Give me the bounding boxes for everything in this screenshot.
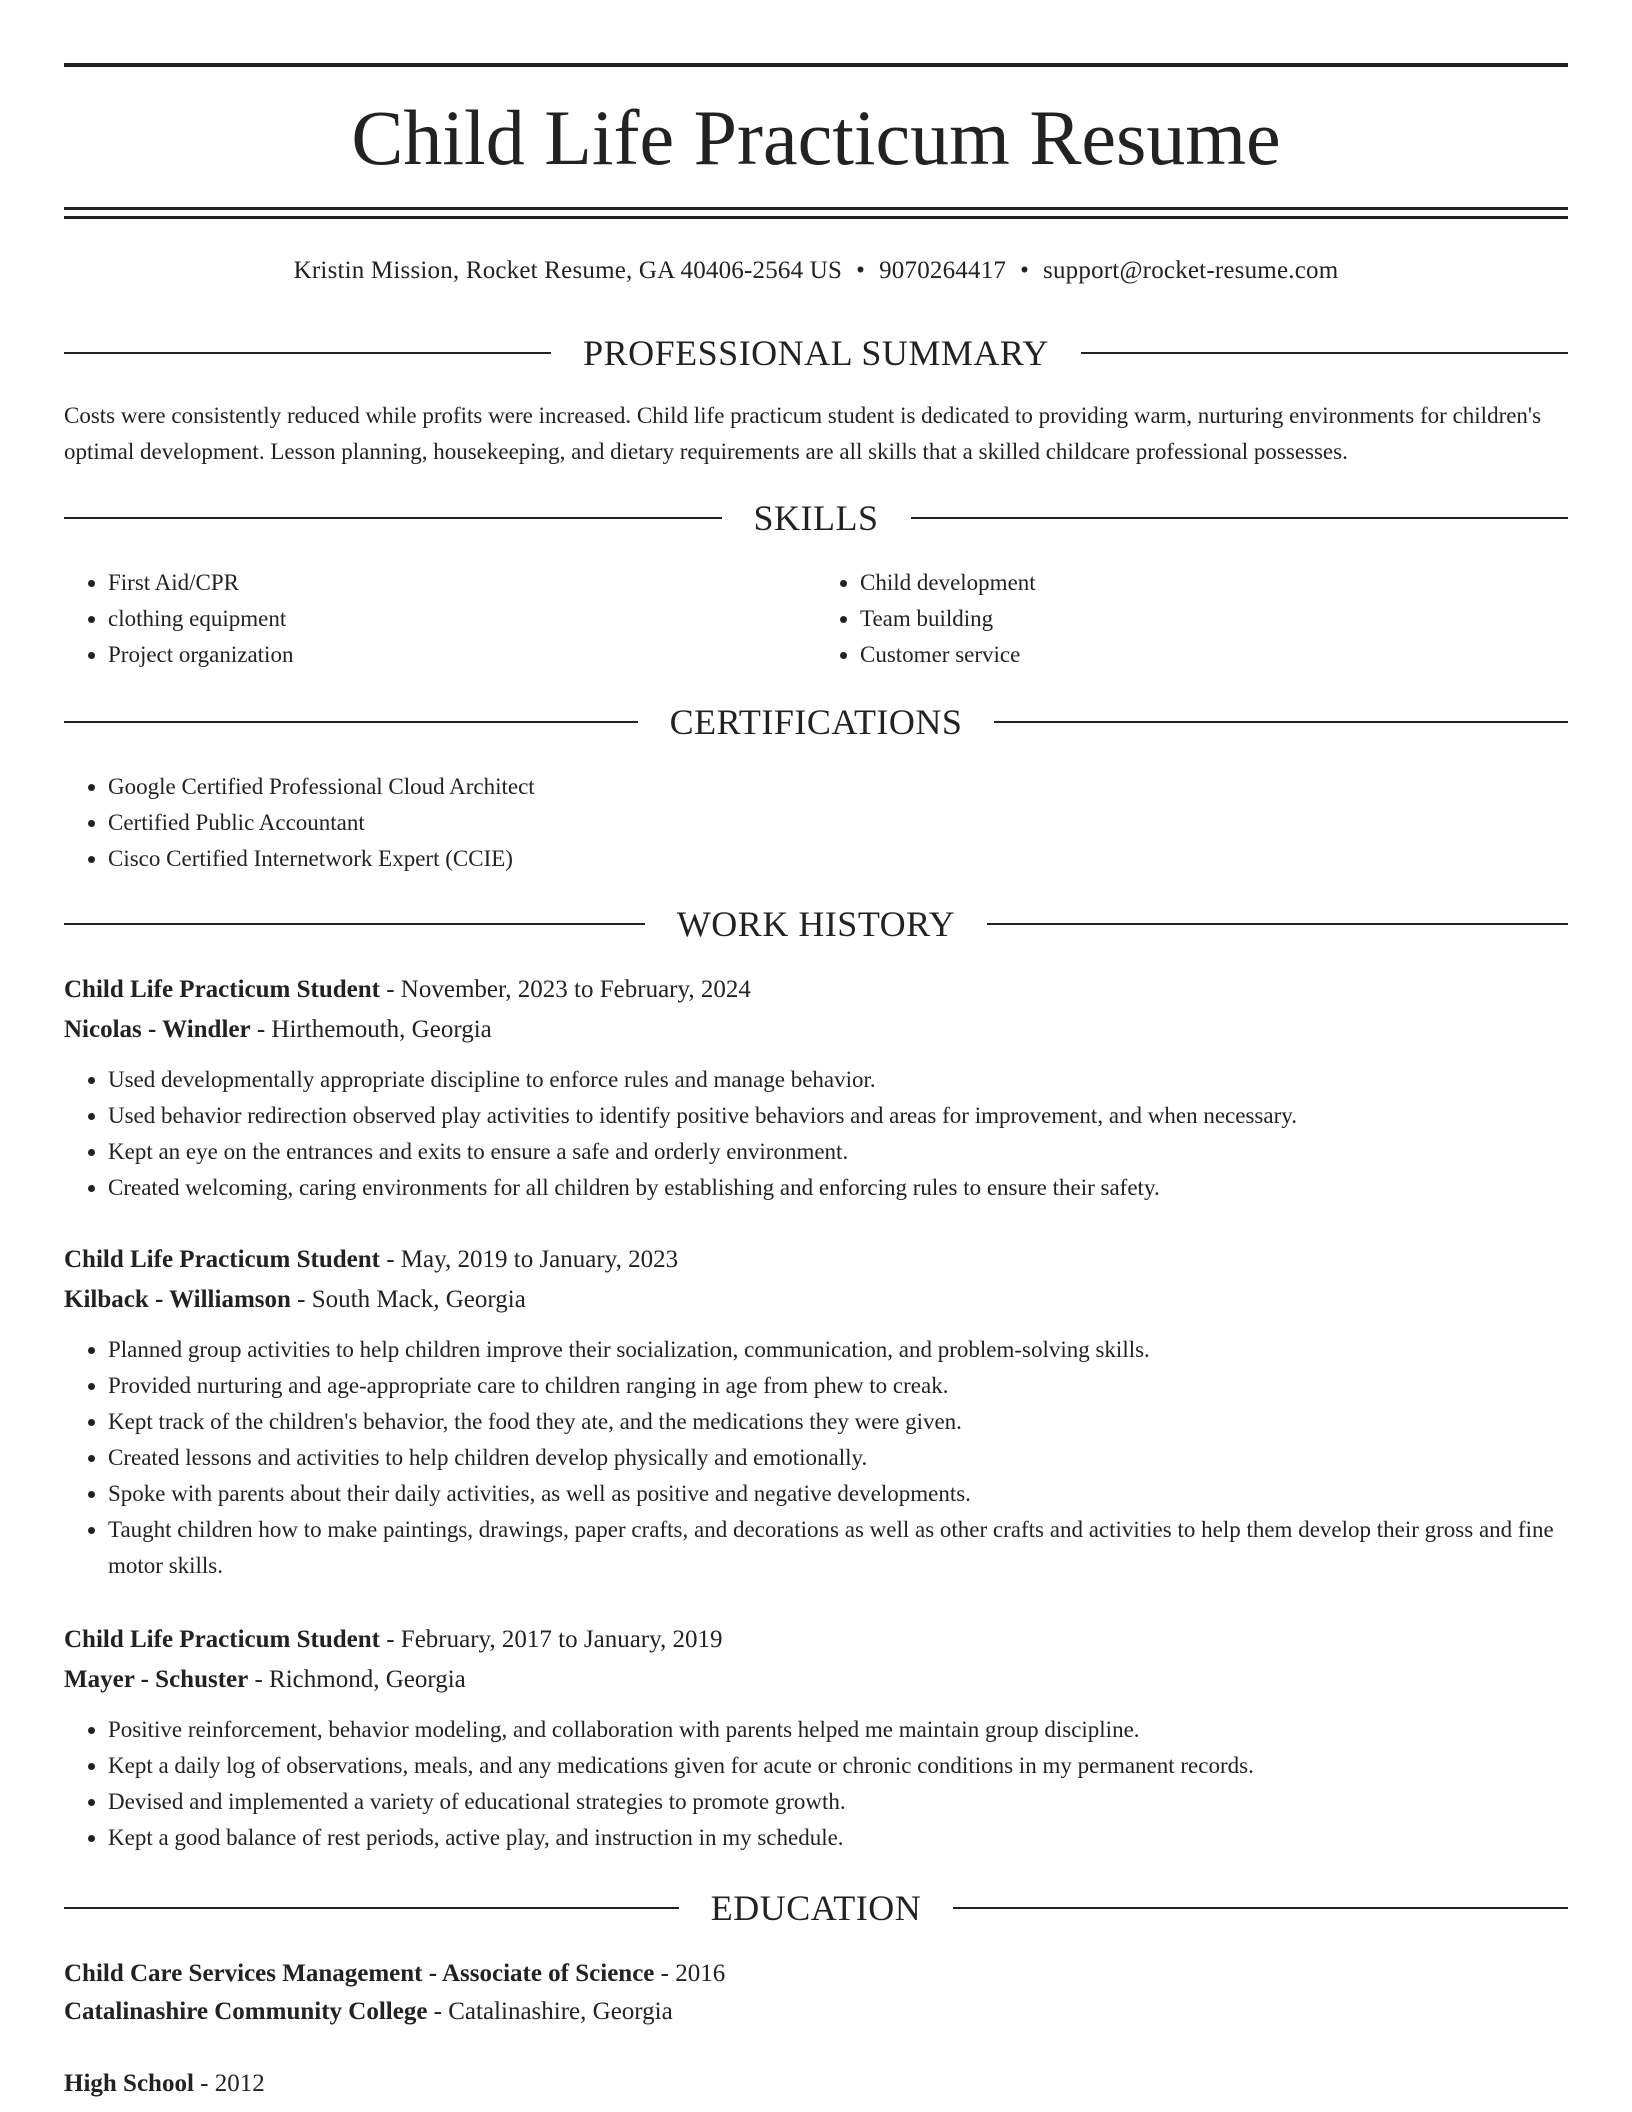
job-bullet: • Kept a daily log of observations, meals, and any medications given for acute or chronic conditions in my permanent records. [108, 1748, 1568, 1784]
summary-text: Costs were consistently reduced while profits were increased. Child life practicum student is dedicated to providing warm, nurturing environments for children's optimal development. Lesson planning, housekeeping, and dietary requirements are all skills that a skilled childcare professional possesses. [64, 403, 1542, 464]
job-bullet: • Created lessons and activities to help children develop physically and emotionally. [108, 1440, 1568, 1476]
skill-item: • Child development [860, 565, 1568, 601]
heading-rule-right [1081, 352, 1568, 354]
contact-email[interactable]: support@rocket-resume.com [1043, 257, 1339, 284]
skill-item: • Customer service [860, 637, 1568, 673]
skill-item: • clothing equipment [108, 601, 816, 637]
job-company: Mayer - Schuster [64, 1666, 249, 1693]
job-bullet: • Provided nurturing and age-appropriate care to children ranging in age from phew to creak. [108, 1368, 1568, 1404]
heading-rule-right [953, 1907, 1568, 1909]
skills-heading-label: SKILLS [753, 498, 879, 538]
skills-column-right [816, 565, 1568, 673]
job-company-line [64, 1660, 1568, 1700]
education-heading-label: EDUCATION [710, 1888, 922, 1928]
job-bullet: • Devised and implemented a variety of educational strategies to promote growth. [108, 1784, 1568, 1820]
job-entry [64, 1620, 1568, 1856]
education-year: - 2012 [193, 2070, 265, 2097]
education-degree: High School [64, 2070, 194, 2097]
education-degree: Child Care Services Management - Associate of Science [64, 1960, 655, 1987]
job-entry [64, 1240, 1568, 1584]
education-year: - 2016 [654, 1960, 726, 1987]
certification-item: • Certified Public Accountant [108, 805, 1568, 841]
job-bullet: • Kept track of the children's behavior, the food they ate, and the medications they were given. [108, 1404, 1568, 1440]
education-location: - Catalinashire, Georgia [427, 1998, 673, 2025]
top-rule [64, 63, 1568, 67]
job-location: - South Mack, Georgia [290, 1286, 526, 1313]
job-company: Nicolas - Windler [64, 1016, 251, 1043]
heading-rule-left [64, 517, 722, 519]
skills-column-left [64, 565, 816, 673]
contact-line [64, 254, 1568, 288]
heading-rule-left [64, 721, 638, 723]
education-degree-line [64, 1955, 1568, 1993]
job-bullet: • Taught children how to make paintings, drawings, paper crafts, and decorations as well as other crafts and activities to help them develop their gross and fine motor skills. [108, 1512, 1568, 1584]
heading-rule-right [911, 517, 1569, 519]
heading-rule-left [64, 1907, 679, 1909]
certification-item: • Cisco Certified Internetwork Expert (CCIE) [108, 841, 1568, 877]
resume-title: Child Life Practicum Resume [351, 94, 1281, 181]
job-location: - Richmond, Georgia [248, 1666, 466, 1693]
job-company-line [64, 1280, 1568, 1320]
job-company-line [64, 1010, 1568, 1050]
job-bullet: • Used behavior redirection observed play activities to identify positive behaviors and areas for improvement, and when necessary. [108, 1098, 1568, 1134]
summary-heading-label: PROFESSIONAL SUMMARY [583, 333, 1049, 373]
skills-heading [64, 498, 1568, 538]
education-entry [64, 2065, 1568, 2103]
work-history-heading [64, 904, 1568, 944]
job-dates: - November, 2023 to February, 2024 [379, 976, 751, 1003]
contact-separator: • [856, 257, 866, 284]
contact-address: Kristin Mission, Rocket Resume, GA 40406-2564 US [293, 257, 843, 284]
job-dates: - May, 2019 to January, 2023 [379, 1246, 679, 1273]
job-title-line [64, 970, 1568, 1010]
title-double-rule [64, 207, 1568, 219]
job-bullet: • Created welcoming, caring environments for all children by establishing and enforcing rules to ensure their safety. [108, 1170, 1568, 1206]
education-degree-line [64, 2065, 1568, 2103]
skill-item: • Team building [860, 601, 1568, 637]
heading-rule-right [987, 923, 1568, 925]
skill-item: • First Aid/CPR [108, 565, 816, 601]
job-company: Kilback - Williamson [64, 1286, 291, 1313]
job-bullet: • Spoke with parents about their daily activities, as well as positive and negative developments. [108, 1476, 1568, 1512]
job-title-line [64, 1240, 1568, 1280]
education-entry [64, 1955, 1568, 2031]
job-bullet: • Planned group activities to help children improve their socialization, communication, and problem-solving skills. [108, 1332, 1568, 1368]
certification-item: • Google Certified Professional Cloud Architect [108, 769, 1568, 805]
contact-phone: 9070264417 [879, 257, 1007, 284]
summary-heading [64, 333, 1568, 373]
job-bullets [64, 1062, 1568, 1206]
job-location: - Hirthemouth, Georgia [250, 1016, 492, 1043]
skills-list [64, 565, 1568, 673]
education-school-line [64, 1993, 1568, 2031]
contact-separator: • [1020, 257, 1030, 284]
job-title: Child Life Practicum Student [64, 1626, 380, 1653]
work-history-heading-label: WORK HISTORY [676, 904, 956, 944]
certifications-heading [64, 702, 1568, 742]
job-entry [64, 970, 1568, 1206]
heading-rule-right [994, 721, 1568, 723]
education-heading [64, 1888, 1568, 1928]
job-title-line [64, 1620, 1568, 1660]
skill-item: • Project organization [108, 637, 816, 673]
job-bullets [64, 1332, 1568, 1584]
job-bullet: • Used developmentally appropriate discipline to enforce rules and manage behavior. [108, 1062, 1568, 1098]
job-title: Child Life Practicum Student [64, 1246, 380, 1273]
job-bullet: • Positive reinforcement, behavior modeling, and collaboration with parents helped me maintain group discipline. [108, 1712, 1568, 1748]
certifications-list [64, 769, 1568, 877]
job-bullet: • Kept a good balance of rest periods, active play, and instruction in my schedule. [108, 1820, 1568, 1856]
heading-rule-left [64, 352, 551, 354]
job-title: Child Life Practicum Student [64, 976, 380, 1003]
job-bullet: • Kept an eye on the entrances and exits to ensure a safe and orderly environment. [108, 1134, 1568, 1170]
job-dates: - February, 2017 to January, 2019 [379, 1626, 723, 1653]
job-bullets [64, 1712, 1568, 1856]
certifications-heading-label: CERTIFICATIONS [669, 702, 963, 742]
heading-rule-left [64, 923, 645, 925]
education-school: Catalinashire Community College [64, 1998, 428, 2025]
